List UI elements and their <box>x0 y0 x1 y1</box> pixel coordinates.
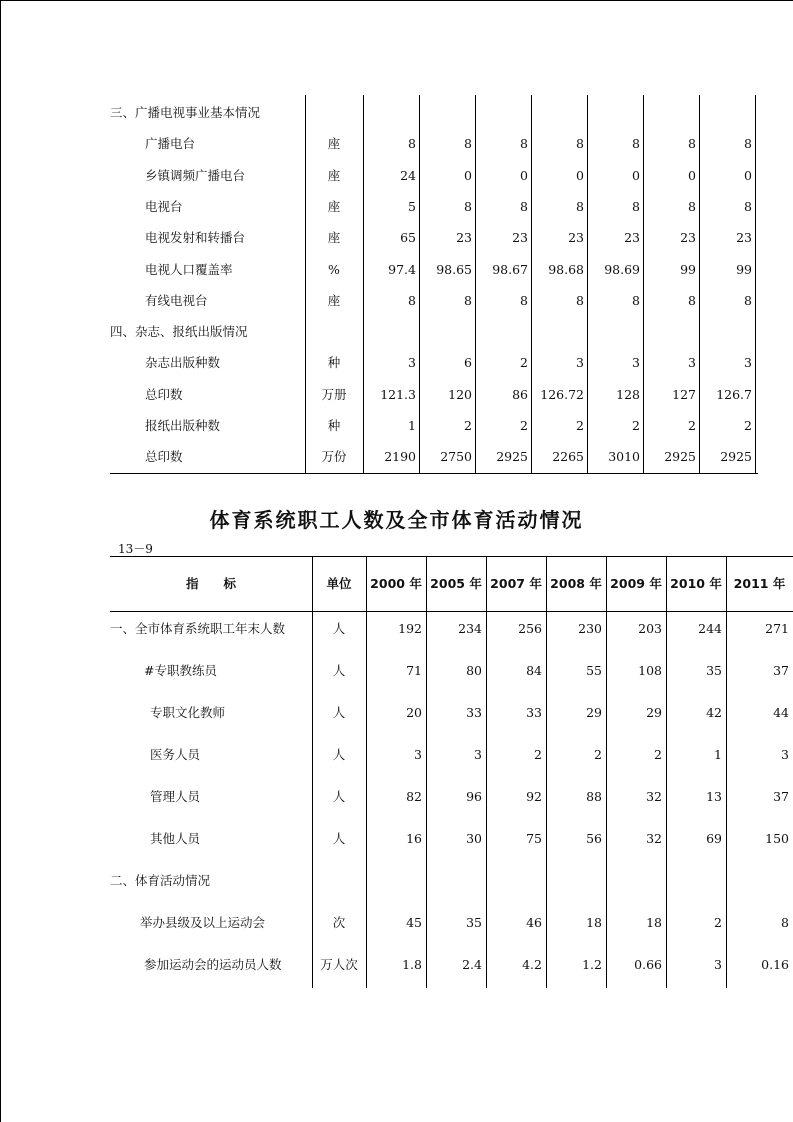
value-cell <box>366 316 416 347</box>
value-cell: 23 <box>680 230 696 246</box>
value-cell: 2 <box>744 418 752 433</box>
row-unit: 次 <box>332 915 346 930</box>
table-title: 体育系统职工人数及全市体育活动情况 <box>209 508 584 532</box>
column-header: 2007 年 <box>490 576 542 591</box>
value-cell: 8 <box>632 136 640 152</box>
value-cell: 55 <box>586 663 602 678</box>
sports-staff-table <box>110 556 793 988</box>
row-unit: 万人次 <box>320 957 358 972</box>
table-row <box>110 191 758 222</box>
value-cell: 44 <box>773 705 789 720</box>
value-cell <box>546 860 602 902</box>
value-cell: 96 <box>466 789 482 804</box>
value-cell: 121.3 <box>380 386 416 402</box>
row-unit: 人 <box>332 789 346 804</box>
row-unit: 种 <box>327 418 341 433</box>
value-cell: 32 <box>646 789 662 804</box>
value-cell: 3 <box>414 747 422 762</box>
table-row <box>110 347 758 378</box>
row-unit: 座 <box>327 292 341 308</box>
value-cell <box>590 97 640 128</box>
value-cell: 2190 <box>384 449 416 465</box>
column-header: 指 标 <box>185 576 236 591</box>
value-cell <box>486 860 542 902</box>
value-cell <box>426 860 482 902</box>
table-row <box>110 222 758 253</box>
value-cell: 0 <box>744 167 752 183</box>
row-unit: 人 <box>332 831 346 846</box>
table-row <box>110 650 793 692</box>
value-cell: 1.8 <box>402 957 422 972</box>
table-row <box>110 692 793 734</box>
row-label: 有线电视台 <box>145 292 208 308</box>
value-cell <box>590 316 640 347</box>
value-cell: 8 <box>464 136 472 152</box>
value-cell: 2265 <box>552 449 584 465</box>
value-cell <box>366 860 422 902</box>
row-unit <box>306 97 362 128</box>
value-cell: 35 <box>706 663 722 678</box>
row-label: 专职文化教师 <box>150 705 226 720</box>
table-row <box>110 160 758 191</box>
value-cell: 1 <box>714 747 722 762</box>
value-cell <box>646 97 696 128</box>
value-cell: 97.4 <box>388 261 416 277</box>
row-label: 医务人员 <box>150 747 201 762</box>
value-cell: 8 <box>464 292 472 308</box>
row-unit: 人 <box>332 663 346 678</box>
value-cell: 8 <box>520 136 528 152</box>
value-cell: 3 <box>576 355 584 371</box>
value-cell: 3 <box>714 957 722 972</box>
table-row <box>110 410 758 441</box>
row-label: 报纸出版种数 <box>145 418 221 433</box>
row-label: 举办县级及以上运动会 <box>140 915 266 930</box>
value-cell: 2 <box>576 418 584 433</box>
value-cell: 120 <box>448 386 472 402</box>
row-label: 广播电台 <box>145 136 196 152</box>
value-cell <box>702 316 752 347</box>
value-cell: 37 <box>773 663 789 678</box>
value-cell: 230 <box>578 621 602 636</box>
row-unit: 座 <box>327 136 341 152</box>
value-cell <box>534 316 584 347</box>
value-cell: 2925 <box>664 449 696 465</box>
value-cell: 126.72 <box>540 386 584 402</box>
row-label: 二、体育活动情况 <box>110 873 211 888</box>
row-label: 电视人口覆盖率 <box>145 261 233 277</box>
table-row <box>110 734 793 776</box>
value-cell: 8 <box>688 292 696 308</box>
table-row <box>110 316 758 347</box>
column-header: 2011 年 <box>733 576 786 591</box>
row-label: 三、广播电视事业基本情况 <box>110 105 261 120</box>
value-cell: 86 <box>512 386 528 402</box>
value-cell: 8 <box>520 292 528 308</box>
table-row <box>110 860 793 902</box>
value-cell: 33 <box>526 705 542 720</box>
table-row <box>110 608 793 650</box>
value-cell: 0.66 <box>634 957 662 972</box>
value-cell: 99 <box>680 261 696 277</box>
value-cell: 71 <box>406 663 422 678</box>
page-border-left <box>0 0 1 1122</box>
row-unit: 座 <box>327 167 341 183</box>
value-cell: 29 <box>646 705 662 720</box>
value-cell: 2750 <box>440 449 472 465</box>
value-cell: 13 <box>706 789 722 804</box>
table-row <box>110 902 793 944</box>
row-label: 电视发射和转播台 <box>145 230 246 246</box>
value-cell: 84 <box>526 663 542 678</box>
value-cell: 0 <box>688 167 696 183</box>
value-cell <box>422 316 472 347</box>
value-cell: 20 <box>406 705 422 720</box>
value-cell: 2 <box>534 747 542 762</box>
value-cell: 192 <box>398 621 422 636</box>
table-row <box>110 441 758 472</box>
value-cell <box>646 316 696 347</box>
value-cell: 8 <box>744 136 752 152</box>
row-unit: 座 <box>327 198 341 214</box>
value-cell: 2925 <box>496 449 528 465</box>
value-cell: 0 <box>632 167 640 183</box>
row-label: 参加运动会的运动员人数 <box>144 957 282 972</box>
value-cell <box>666 860 722 902</box>
value-cell <box>478 316 528 347</box>
value-cell: 8 <box>520 198 528 214</box>
value-cell: 244 <box>698 621 722 636</box>
value-cell: 0 <box>464 167 472 183</box>
row-label: 总印数 <box>145 449 183 465</box>
value-cell: 8 <box>688 136 696 152</box>
column-header: 2009 年 <box>610 576 662 591</box>
value-cell: 98.69 <box>604 261 640 277</box>
value-cell: 45 <box>406 915 422 930</box>
value-cell: 98.65 <box>436 261 472 277</box>
value-cell <box>478 97 528 128</box>
value-cell: 3010 <box>608 449 640 465</box>
value-cell: 128 <box>616 386 640 402</box>
row-unit <box>306 316 362 347</box>
value-cell: 65 <box>400 230 416 246</box>
value-cell: 2.4 <box>462 957 482 972</box>
table-row <box>110 944 793 986</box>
value-cell: 42 <box>706 705 722 720</box>
row-unit <box>312 860 366 902</box>
row-label: 一、全市体育系统职工年末人数 <box>110 621 286 636</box>
value-cell: 80 <box>466 663 482 678</box>
value-cell: 29 <box>586 705 602 720</box>
broadcast-publishing-table <box>110 95 758 473</box>
value-cell: 2925 <box>720 449 752 465</box>
row-unit: % <box>328 261 340 277</box>
value-cell: 56 <box>586 831 602 846</box>
value-cell: 0 <box>520 167 528 183</box>
value-cell: 8 <box>744 292 752 308</box>
value-cell: 37 <box>773 789 789 804</box>
row-label: 管理人员 <box>150 789 201 804</box>
value-cell: 2 <box>594 747 602 762</box>
value-cell: 8 <box>632 292 640 308</box>
table-row <box>110 97 758 128</box>
value-cell: 1 <box>408 418 416 433</box>
value-cell: 23 <box>736 230 752 246</box>
value-cell: 18 <box>586 915 602 930</box>
table1-bottom-line <box>110 473 758 474</box>
value-cell: 8 <box>576 198 584 214</box>
value-cell: 16 <box>406 831 422 846</box>
row-label: 四、杂志、报纸出版情况 <box>110 324 248 340</box>
table-row <box>110 818 793 860</box>
value-cell: 2 <box>654 747 662 762</box>
value-cell: 3 <box>408 355 416 371</box>
value-cell: 5 <box>408 198 416 214</box>
value-cell: 8 <box>632 198 640 214</box>
column-header: 2010 年 <box>670 576 722 591</box>
value-cell: 2 <box>688 418 696 433</box>
table-row <box>110 128 758 159</box>
value-cell <box>702 97 752 128</box>
row-label: 乡镇调频广播电台 <box>145 167 246 183</box>
value-cell: 2 <box>714 915 722 930</box>
value-cell: 3 <box>781 747 789 762</box>
column-header: 单位 <box>326 576 352 591</box>
value-cell <box>534 97 584 128</box>
value-cell: 82 <box>406 789 422 804</box>
row-unit: 人 <box>332 705 346 720</box>
table-code: 13－9 <box>118 542 153 556</box>
value-cell: 23 <box>512 230 528 246</box>
row-label: 电视台 <box>145 198 183 214</box>
row-label: #专职教练员 <box>144 663 217 678</box>
value-cell: 127 <box>672 386 696 402</box>
value-cell: 18 <box>646 915 662 930</box>
row-unit: 人 <box>332 747 346 762</box>
value-cell: 35 <box>466 915 482 930</box>
value-cell: 126.7 <box>716 386 752 402</box>
value-cell: 24 <box>400 167 416 183</box>
table-row <box>110 285 758 316</box>
value-cell: 234 <box>458 621 482 636</box>
value-cell <box>422 97 472 128</box>
value-cell: 23 <box>456 230 472 246</box>
table-row <box>110 776 793 818</box>
value-cell: 8 <box>576 136 584 152</box>
value-cell: 88 <box>586 789 602 804</box>
value-cell: 8 <box>408 136 416 152</box>
table-row <box>110 379 758 410</box>
row-label: 总印数 <box>145 386 183 402</box>
value-cell: 271 <box>765 621 789 636</box>
value-cell: 99 <box>736 261 752 277</box>
value-cell: 23 <box>568 230 584 246</box>
value-cell: 0 <box>576 167 584 183</box>
column-header: 2005 年 <box>430 576 482 591</box>
value-cell: 92 <box>526 789 542 804</box>
value-cell: 1.2 <box>582 957 602 972</box>
value-cell: 3 <box>744 355 752 371</box>
value-cell: 2 <box>520 355 528 371</box>
value-cell: 46 <box>526 915 542 930</box>
value-cell: 2 <box>520 418 528 433</box>
value-cell: 3 <box>474 747 482 762</box>
value-cell: 203 <box>638 621 662 636</box>
row-unit: 种 <box>327 355 341 371</box>
value-cell: 150 <box>765 831 789 846</box>
table-row <box>110 254 758 285</box>
value-cell <box>606 860 662 902</box>
value-cell: 8 <box>464 198 472 214</box>
value-cell: 98.68 <box>548 261 584 277</box>
page-border-top <box>0 0 793 1</box>
value-cell: 108 <box>638 663 662 678</box>
value-cell: 32 <box>646 831 662 846</box>
row-label: 杂志出版种数 <box>145 355 221 371</box>
value-cell: 2 <box>632 418 640 433</box>
value-cell: 98.67 <box>492 261 528 277</box>
value-cell: 23 <box>624 230 640 246</box>
value-cell: 30 <box>466 831 482 846</box>
value-cell: 8 <box>408 292 416 308</box>
value-cell: 2 <box>464 418 472 433</box>
row-unit: 座 <box>327 230 341 246</box>
value-cell: 6 <box>464 355 472 371</box>
value-cell: 256 <box>518 621 542 636</box>
column-header: 2000 年 <box>370 576 422 591</box>
row-label: 其他人员 <box>150 831 201 846</box>
value-cell: 69 <box>706 831 722 846</box>
value-cell <box>366 97 416 128</box>
value-cell <box>726 860 789 902</box>
column-header: 2008 年 <box>550 576 602 591</box>
row-unit: 万册 <box>321 386 347 402</box>
value-cell: 3 <box>632 355 640 371</box>
value-cell: 0.16 <box>761 957 789 972</box>
value-cell: 8 <box>576 292 584 308</box>
value-cell: 8 <box>781 915 789 930</box>
value-cell: 8 <box>688 198 696 214</box>
row-unit: 人 <box>332 621 346 636</box>
value-cell: 75 <box>526 831 542 846</box>
row-unit: 万份 <box>321 449 347 465</box>
value-cell: 33 <box>466 705 482 720</box>
value-cell: 3 <box>688 355 696 371</box>
value-cell: 8 <box>744 198 752 214</box>
value-cell: 4.2 <box>522 957 542 972</box>
